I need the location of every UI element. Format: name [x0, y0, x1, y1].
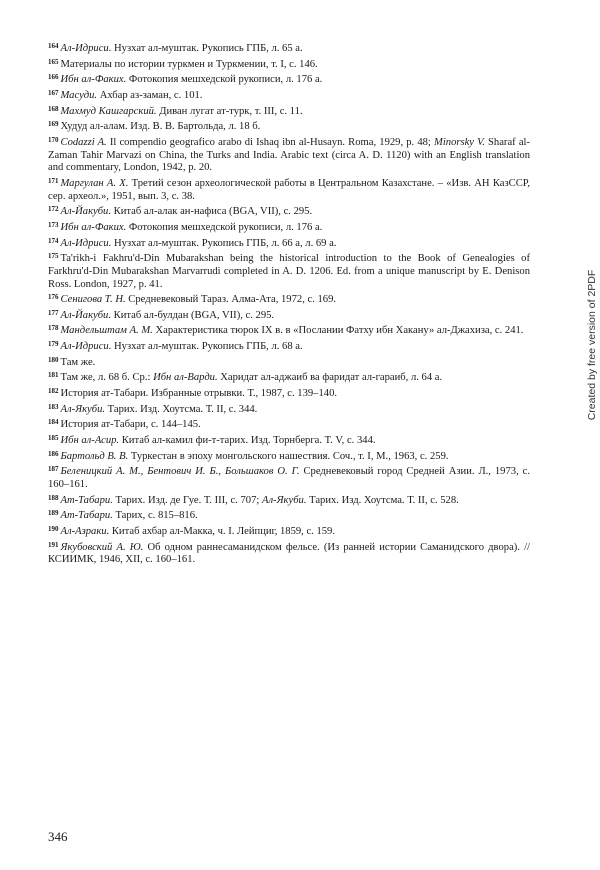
footnote-author: Махмуд Кашгарский.: [60, 105, 157, 117]
footnote-text: Китаб ал-камил фи-т-тарих. Изд. Торнберга. Т. V, с. 344.: [119, 435, 376, 447]
footnote-text: Средневековый город Средней Азии. Л., 1973, с. 160–161.: [48, 466, 531, 491]
footnote-author: Ал-Идриси.: [60, 237, 112, 249]
footnote-number: 168: [48, 104, 59, 113]
footnote-text: Нузхат ал-муштак. Рукопись ГПБ, л. 66 а, л. 69 а.: [111, 237, 337, 249]
footnote-author: Ал-Якуби.: [261, 494, 307, 506]
footnote-author: Ал-Идриси.: [60, 43, 112, 54]
footnote-number: 188: [48, 493, 59, 502]
footnote-text: Там же, л. 68 б. Ср.:: [60, 372, 154, 384]
footnote-text: Ахбар аз-заман, с. 101.: [97, 89, 203, 101]
footnote-number: 190: [48, 525, 59, 533]
footnote: [48, 40, 530, 56]
footnote: [48, 385, 530, 401]
footnote-text: Тарих. Изд. Хоутсма. Т. II, с. 344.: [105, 403, 258, 415]
footnote: [48, 463, 530, 491]
footnote-text: Фотокопия мешхедской рукописи, л. 176 а.: [126, 74, 323, 86]
footnote-number: 180: [48, 355, 59, 364]
footnote-number: 175: [48, 252, 59, 261]
footnote-number: 167: [48, 88, 59, 97]
footnote-number: 164: [48, 42, 59, 50]
footnote-number: 165: [48, 57, 59, 66]
footnote: [48, 432, 530, 448]
footnote-number: 186: [48, 449, 59, 458]
footnote-author: Ал-Идриси.: [60, 341, 112, 353]
footnote: [48, 322, 530, 338]
footnote-text: Худуд ал-алам. Изд. В. В. Бартольда, л. 18 б.: [60, 121, 261, 133]
footnote-number: 173: [48, 220, 59, 229]
footnote-text: Нузхат ал-муштак. Рукопись ГПБ, л. 65 а.: [111, 43, 303, 54]
footnote-author: Codazzi A.: [60, 136, 107, 148]
footnote-author: Ибн ал-Факих.: [60, 221, 127, 233]
footnote-text: Тарих. Изд. де Гуе. Т. III, с. 707;: [112, 494, 262, 506]
footnote-text: Тарих, с. 815–816.: [112, 510, 198, 522]
footnote-text: Материалы по истории туркмен и Туркмении, т. I, с. 146.: [60, 58, 318, 70]
footnote: [48, 448, 530, 464]
footnote-text: Харидат ал-аджаиб ва фаридат ал-гараиб, л. 64 а.: [217, 372, 443, 384]
footnote-number: 179: [48, 340, 59, 349]
footnote-text: Туркестан в эпоху монгольского нашествия. Соч., т. I, М., 1963, с. 259.: [128, 450, 449, 462]
footnote-text: Нузхат ал-муштак. Рукопись ГПБ, л. 68 а.: [111, 341, 303, 353]
footnote-number: 185: [48, 434, 59, 443]
footnote: [48, 523, 530, 539]
footnote: [48, 401, 530, 417]
footnote-number: 177: [48, 308, 59, 317]
footnote-number: 187: [48, 465, 59, 474]
footnote-author: Ибн ал-Асир.: [60, 435, 120, 447]
footnote-number: 174: [48, 236, 59, 245]
footnote-author: Ат-Табари.: [60, 510, 113, 522]
footnote-text: История ат-Табари, с. 144–145.: [60, 419, 201, 431]
footnote: [48, 219, 530, 235]
footnote-author: Бартольд В. В.: [60, 450, 129, 462]
footnote-author: Ал-Якуби.: [60, 403, 106, 415]
footnote: [48, 134, 530, 175]
footnote-number: 184: [48, 418, 59, 427]
footnote-author: Сенигова Т. Н.: [60, 294, 126, 306]
footnote: [48, 539, 530, 567]
footnote: [48, 103, 530, 119]
footnote-text: Диван лугат ат-турк, т. III, с. 11.: [156, 105, 303, 117]
footnote-number: 181: [48, 371, 59, 380]
footnote-text: Sharaf al-Zaman Tahir Marvazi on China, the Turks and India. Arabic text (circa A. D. 1120) with an English translation and commentary, London, 1942, p. 20.: [48, 136, 530, 174]
footnote: [48, 291, 530, 307]
footnote-author: Ал-Азраки.: [60, 526, 110, 537]
footnote-author: Ибн ал-Факих.: [60, 74, 127, 86]
footnote-number: 189: [48, 509, 59, 518]
footnote-text: Тарих. Изд. Хоутсма. Т. II, с. 528.: [306, 494, 459, 506]
footnote-text: Фотокопия мешхедской рукописи, л. 176 а.: [126, 221, 323, 233]
footnote-number: 183: [48, 402, 59, 411]
footnote-author: Масуди.: [60, 89, 98, 101]
footnote-text: Китаб ал-алак ан-нафиса (BGA, VII), с. 295.: [111, 206, 313, 218]
footnote: [48, 203, 530, 219]
page-number: 346: [48, 829, 68, 844]
footnote: [48, 87, 530, 103]
footnote-author: Якубовский А. Ю.: [60, 541, 144, 553]
footnote-number: 169: [48, 120, 59, 129]
footnote: [48, 338, 530, 354]
footnote-text: Средневековый Тараз. Алма-Ата, 1972, с. 169.: [125, 294, 337, 306]
footnote-text: Il compendio geografico arabo di Ishaq ibn al-Husayn. Roma, 1929, p. 48;: [106, 136, 434, 148]
footnote: [48, 56, 530, 72]
footnote-text: История ат-Табари. Избранные отрывки. Т., 1987, с. 139–140.: [60, 388, 338, 400]
footnote-number: 166: [48, 73, 59, 82]
footnote-text: Там же.: [60, 356, 96, 368]
footnote-number: 182: [48, 387, 59, 396]
footnote: [48, 416, 530, 432]
footnote-text: Ta'rikh-i Fakhru'd-Din Mubarakshan being the historical introduction to the Book of Genealogies of Farkhru'd-Din Mubarakshan Marvarrudi completed in A. D. 1206. Ed. from a unique manuscript by E. Denison Ross. London, 1927, p. 41.: [48, 253, 530, 290]
footnote: [48, 354, 530, 370]
footnote: [48, 507, 530, 523]
footnotes-list: [48, 40, 530, 567]
footnote-number: 191: [48, 540, 59, 549]
footnote-text: Китаб ахбар ал-Макка, ч. I. Лейпциг, 1859, с. 159.: [109, 526, 336, 537]
footnote-text: Об одном раннесаманидском фельсе. (Из ранней истории Саманидского двора). // КСИИМК, 1946, XII, с. 160–161.: [48, 541, 530, 566]
footnote: [48, 118, 530, 134]
footnote: [48, 307, 530, 323]
footnote: [48, 492, 530, 508]
footnote-author: Ибн ал-Варди.: [153, 372, 218, 384]
footnote: [48, 235, 530, 251]
footnote-number: 176: [48, 293, 59, 302]
footnote-author: Ал-Йакуби.: [60, 206, 111, 218]
footnote: [48, 369, 530, 385]
footnote-text: Третий сезон археологической работы в Центральном Казахстане. – «Изв. АН КазССР, сер. археол.», 1951, вып. 3, с. 38.: [48, 177, 531, 202]
footnote-author: Маргулан А. Х.: [60, 177, 129, 189]
footnote-number: 171: [48, 176, 59, 185]
watermark-text: Created by free version of 2PDF: [586, 269, 598, 421]
footnote-author: Ат-Табари.: [60, 494, 113, 506]
footnote-number: 170: [48, 135, 59, 144]
footnote: [48, 71, 530, 87]
footnote-text: Китаб ал-булдан (BGA, VII), с. 295.: [111, 309, 275, 321]
footnote-number: 178: [48, 324, 59, 333]
footnote-author: Беленицкий А. М., Бентович И. Б., Большаков О. Г.: [60, 466, 300, 478]
footnote-author: Minorsky V.: [434, 136, 485, 148]
footnote: [48, 175, 530, 203]
footnote-number: 172: [48, 205, 59, 214]
footnote: [48, 250, 530, 291]
footnote-text: Характеристика тюрок IX в. в «Послании Фатху ибн Хакану» ал-Джахиза, с. 241.: [152, 325, 524, 337]
footnote-author: Ал-Йакуби.: [60, 309, 111, 321]
footnote-author: Мандельштам А. М.: [60, 325, 153, 337]
